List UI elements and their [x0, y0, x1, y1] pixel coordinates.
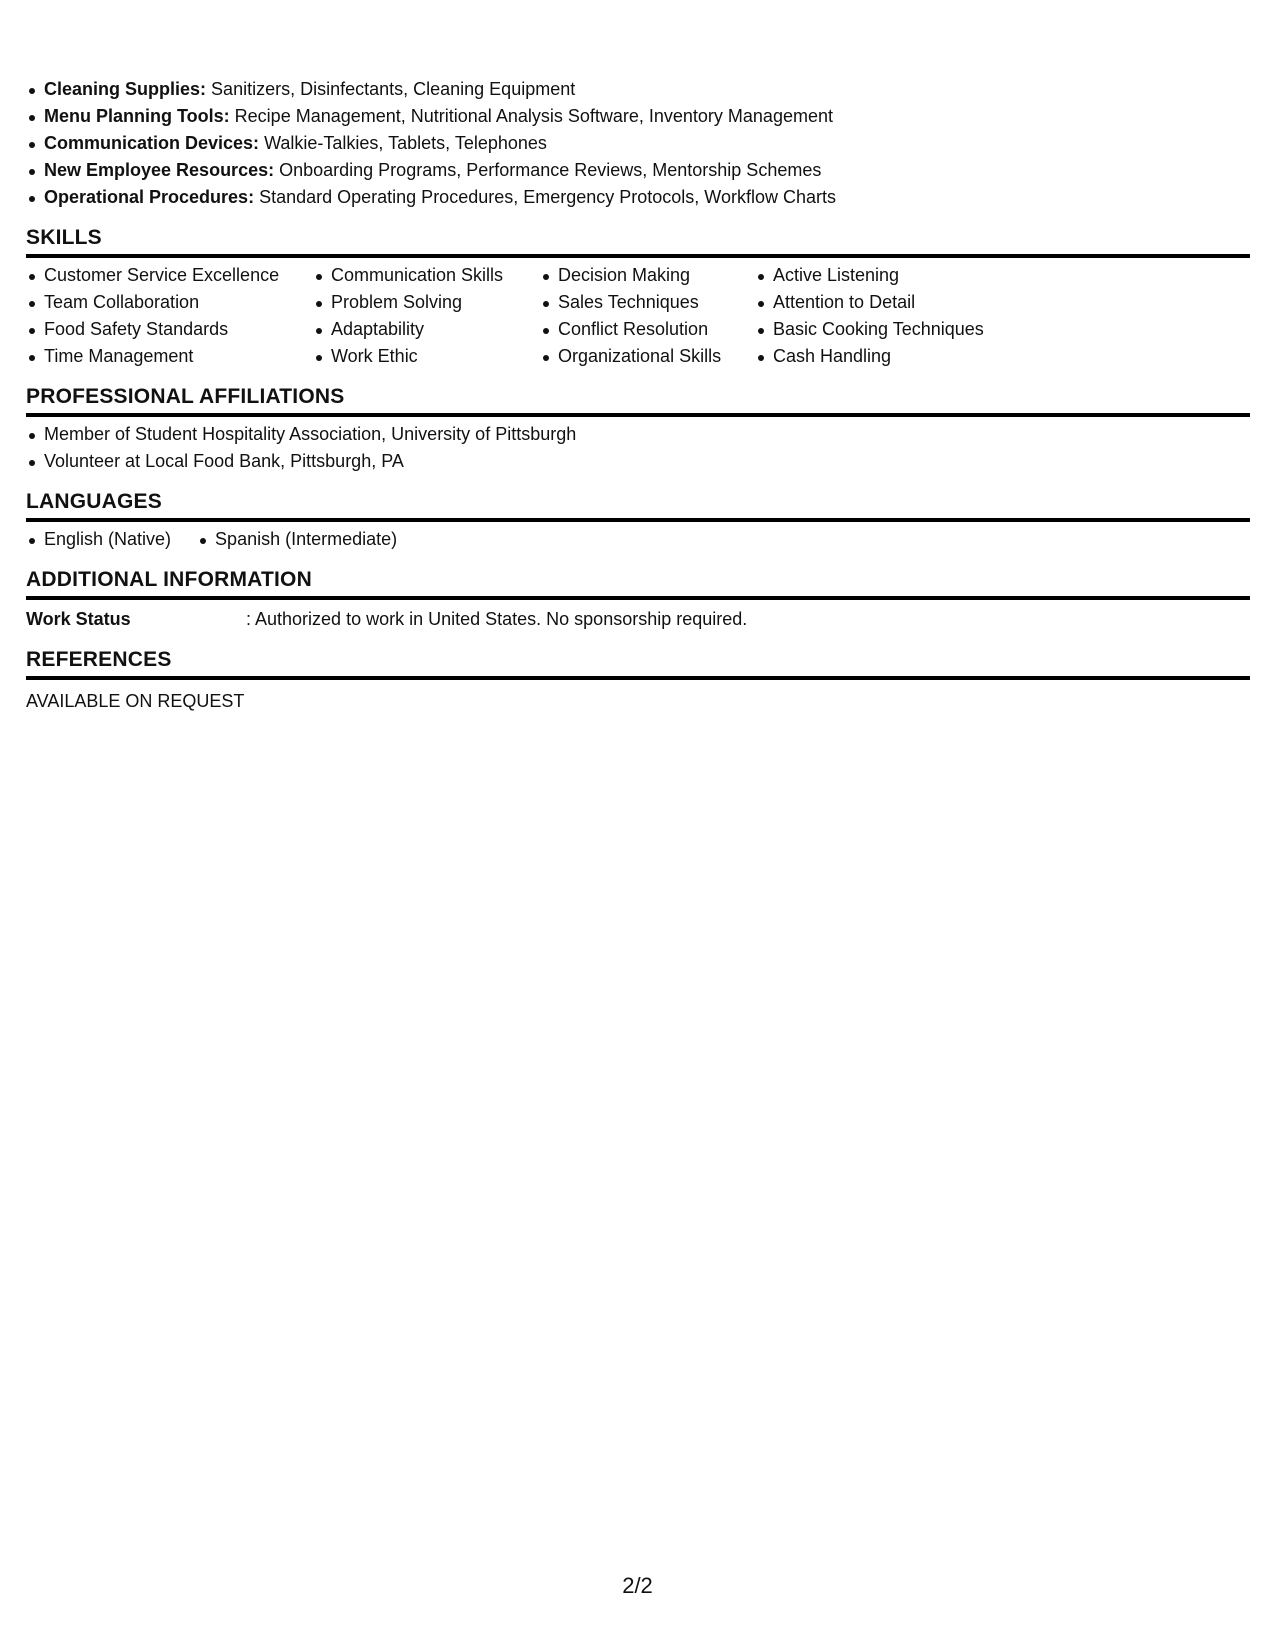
work-status-label: Work Status — [26, 609, 131, 629]
skill-item: Time Management — [26, 343, 313, 370]
skill-item: Attention to Detail — [755, 289, 1015, 316]
resource-label: Menu Planning Tools: — [44, 106, 230, 126]
language-item: English (Native) — [26, 526, 171, 553]
affiliation-item: Member of Student Hospitality Association, University of Pittsburgh — [26, 421, 1250, 448]
language-item: Spanish (Intermediate) — [197, 526, 397, 553]
skill-item: Basic Cooking Techniques — [755, 316, 1015, 343]
skills-column — [26, 262, 313, 370]
resource-value: Recipe Management, Nutritional Analysis Software, Inventory Management — [234, 106, 833, 126]
work-status-row — [26, 604, 1250, 633]
resource-label: New Employee Resources: — [44, 160, 275, 180]
resource-value: Sanitizers, Disinfectants, Cleaning Equipment — [211, 79, 576, 99]
skills-section — [26, 225, 1250, 370]
section-title-skills: SKILLS — [26, 225, 1250, 258]
page-number: 2/2 — [622, 1573, 653, 1598]
skill-item: Team Collaboration — [26, 289, 313, 316]
resume-page — [26, 76, 1250, 715]
work-status-value: : Authorized to work in United States. No sponsorship required. — [246, 609, 748, 629]
resource-label: Cleaning Supplies: — [44, 79, 207, 99]
skills-column — [540, 262, 755, 370]
skill-item: Customer Service Excellence — [26, 262, 313, 289]
skill-item: Problem Solving — [313, 289, 540, 316]
resource-label: Communication Devices: — [44, 133, 260, 153]
list-item — [26, 184, 1250, 211]
skill-item: Decision Making — [540, 262, 755, 289]
skills-column — [755, 262, 1015, 370]
affiliations-section — [26, 384, 1250, 475]
skill-item: Cash Handling — [755, 343, 1015, 370]
list-item — [26, 76, 1250, 103]
skill-item: Sales Techniques — [540, 289, 755, 316]
skill-item: Communication Skills — [313, 262, 540, 289]
skill-item: Active Listening — [755, 262, 1015, 289]
affiliation-item: Volunteer at Local Food Bank, Pittsburgh, PA — [26, 448, 1250, 475]
resource-value: Standard Operating Procedures, Emergency Protocols, Workflow Charts — [259, 187, 837, 207]
skill-item: Organizational Skills — [540, 343, 755, 370]
skill-item: Work Ethic — [313, 343, 540, 370]
list-item — [26, 157, 1250, 184]
languages-section — [26, 489, 1250, 553]
skill-item: Adaptability — [313, 316, 540, 343]
section-title-languages: LANGUAGES — [26, 489, 1250, 522]
resources-list — [26, 76, 1250, 211]
list-item — [26, 103, 1250, 130]
section-title-additional-info: ADDITIONAL INFORMATION — [26, 567, 1250, 600]
references-section — [26, 647, 1250, 715]
skill-item: Food Safety Standards — [26, 316, 313, 343]
resource-value: Onboarding Programs, Performance Reviews, Mentorship Schemes — [279, 160, 822, 180]
resource-value: Walkie-Talkies, Tablets, Telephones — [264, 133, 547, 153]
references-text: AVAILABLE ON REQUEST — [26, 691, 245, 711]
additional-info-section — [26, 567, 1250, 633]
resource-label: Operational Procedures: — [44, 187, 255, 207]
skills-grid — [26, 262, 1250, 370]
section-title-references: REFERENCES — [26, 647, 1250, 680]
affiliations-list — [26, 421, 1250, 475]
section-title-affiliations: PROFESSIONAL AFFILIATIONS — [26, 384, 1250, 417]
skills-column — [313, 262, 540, 370]
list-item — [26, 130, 1250, 157]
languages-list — [26, 526, 1250, 553]
skill-item: Conflict Resolution — [540, 316, 755, 343]
